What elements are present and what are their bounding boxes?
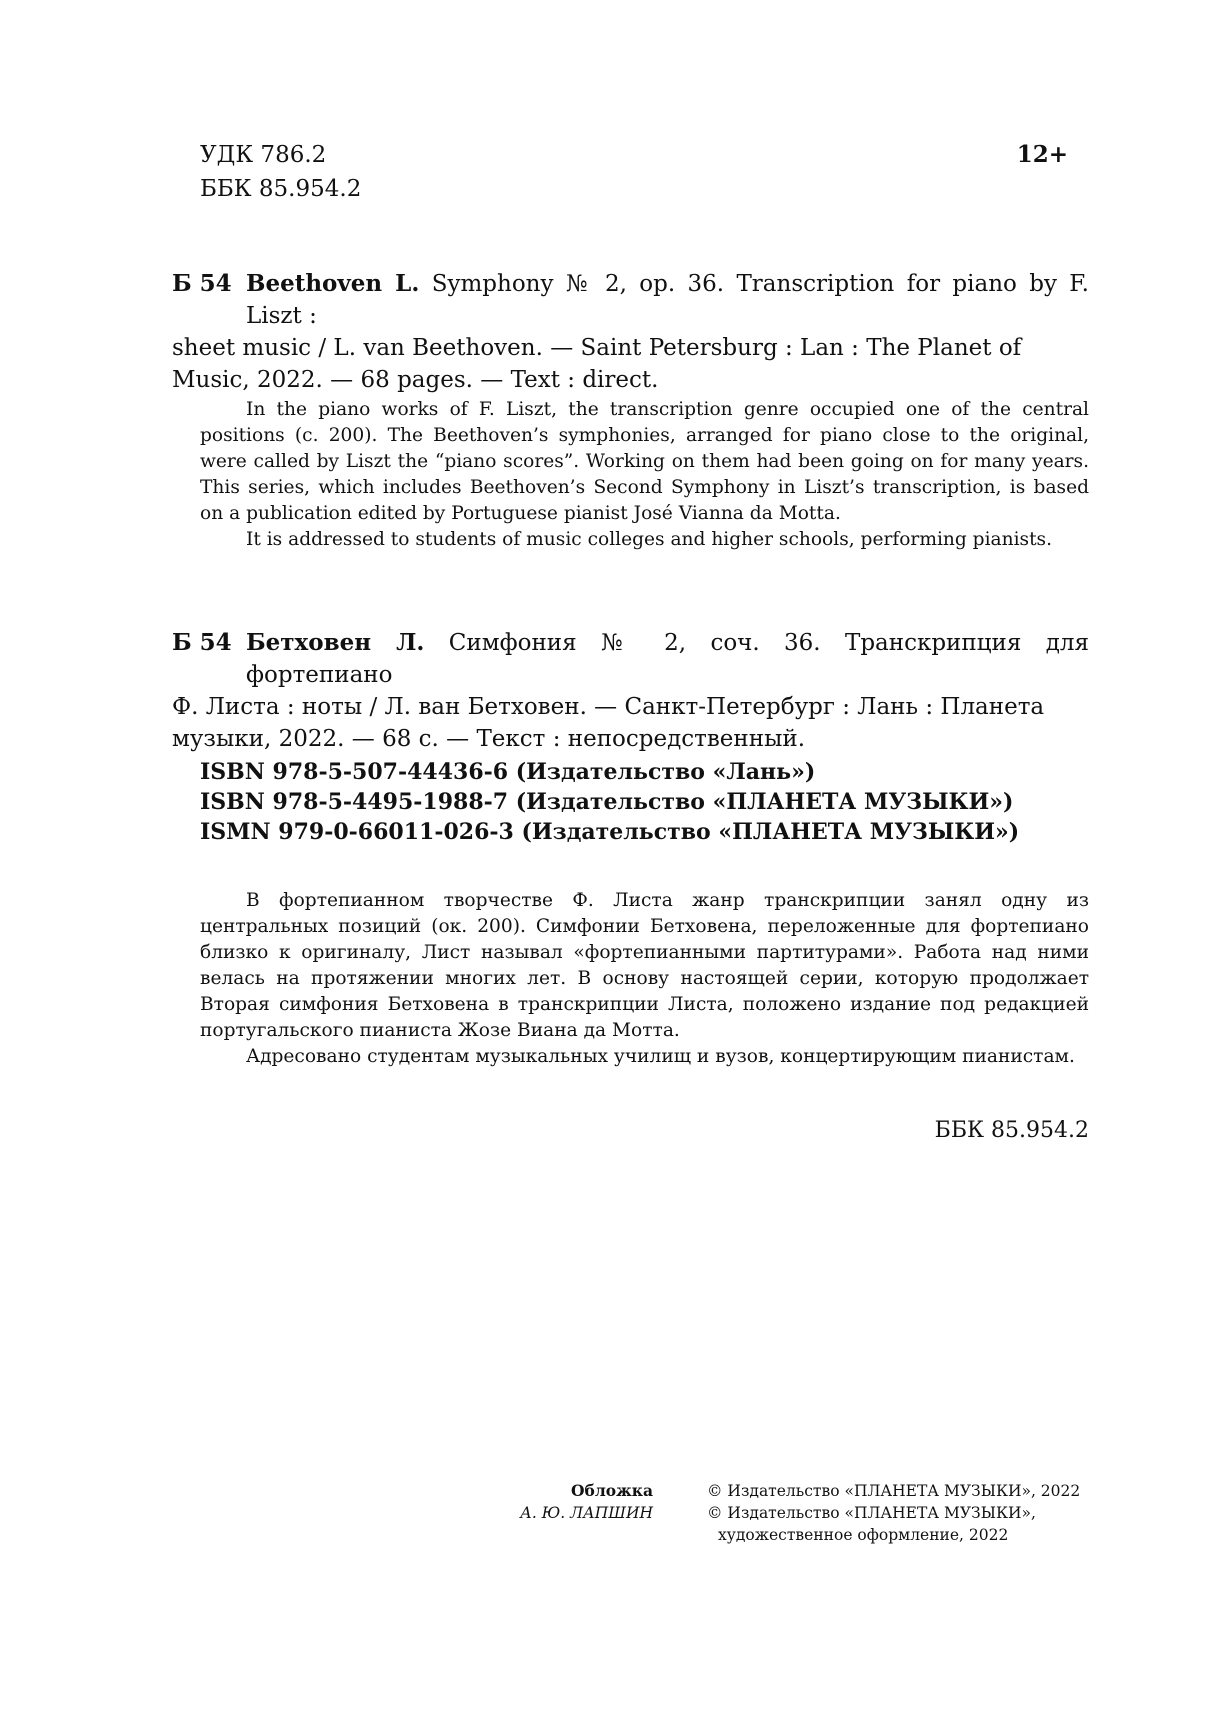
english-abstract bbox=[200, 397, 1089, 553]
ismn-planet: ISMN 979-0-66011-026-3 (Издательство «ПЛАНЕТА МУЗЫКИ») bbox=[200, 819, 1020, 845]
entry-index: Б 54 bbox=[172, 270, 232, 297]
russian-abstract bbox=[200, 888, 1089, 1070]
english-catalog-entry bbox=[172, 268, 1089, 396]
copyright-line: художественное оформление, 2022 bbox=[718, 1526, 1009, 1544]
copyright-block bbox=[707, 1480, 1080, 1546]
entry-line-3: Music, 2022. — 68 pages. — Text : direct. bbox=[172, 367, 659, 393]
entry-title: Симфония № 2, соч. 36. Транскрипция для фортепиано bbox=[246, 630, 1089, 688]
cover-credit bbox=[520, 1480, 653, 1524]
cover-artist: А. Ю. ЛАПШИН bbox=[520, 1504, 653, 1522]
abstract-paragraph: In the piano works of F. Liszt, the transcription genre occupied one of the central positions (c. 200). The Beethoven’s symphonies, arranged for piano close to the original, were called by Liszt the “piano scores”. Working on them had been going on for many years. This series, which includes Beethoven’s Second Symphony in Liszt’s transcription, is based on a publication edited by Portuguese pianist José Vianna da Motta. bbox=[200, 399, 1089, 524]
bbk-footer-code: ББК 85.954.2 bbox=[934, 1118, 1089, 1143]
abstract-paragraph: It is addressed to students of music colleges and higher schools, performing pianists. bbox=[246, 529, 1053, 550]
isbn-block bbox=[200, 757, 1019, 847]
abstract-paragraph: Адресовано студентам музыкальных училищ и вузов, концертирующим пианистам. bbox=[246, 1046, 1075, 1067]
isbn-planet: ISBN 978-5-4495-1988-7 (Издательство «ПЛАНЕТА МУЗЫКИ») bbox=[200, 789, 1014, 815]
entry-author: Beethoven L. bbox=[246, 270, 420, 297]
entry-author: Бетховен Л. bbox=[246, 629, 425, 656]
age-rating: 12+ bbox=[1016, 141, 1068, 168]
isbn-lan: ISBN 978-5-507-44436-6 (Издательство «Лань») bbox=[200, 759, 816, 785]
abstract-paragraph: В фортепианном творчестве Ф. Листа жанр транскрипции занял одну из центральных позиций (ок. 200). Симфонии Бетховена, переложенные для фортепиано близко к оригиналу, Лист называл «фортепианными партитурами». Работа над ними велась на протяжении многих лет. В основу настоящей серии, которую продолжает Вторая симфония Бетховена в транскрипции Листа, положено издание под редакцией португальского пианиста Жозе Виана да Мотта. bbox=[200, 890, 1089, 1041]
copyright-line: © Издательство «ПЛАНЕТА МУЗЫКИ», 2022 bbox=[707, 1482, 1081, 1500]
udk-code: УДК 786.2 bbox=[200, 142, 327, 168]
russian-catalog-entry bbox=[172, 627, 1089, 755]
entry-index: Б 54 bbox=[172, 629, 232, 656]
classification-codes bbox=[200, 138, 361, 206]
cover-label: Обложка bbox=[571, 1481, 653, 1500]
copyright-line: © Издательство «ПЛАНЕТА МУЗЫКИ», bbox=[707, 1504, 1036, 1522]
entry-line-3: музыки, 2022. — 68 с. — Текст : непосредственный. bbox=[172, 726, 806, 752]
entry-line-2: sheet music / L. van Beethoven. — Saint Petersburg : Lan : The Planet of bbox=[172, 335, 1022, 361]
bbk-code: ББК 85.954.2 bbox=[200, 176, 362, 202]
entry-title: Symphony № 2, op. 36. Transcription for piano by F. Liszt : bbox=[246, 271, 1089, 329]
entry-line-2: Ф. Листа : ноты / Л. ван Бетховен. — Санкт-Петербург : Лань : Планета bbox=[172, 694, 1045, 720]
